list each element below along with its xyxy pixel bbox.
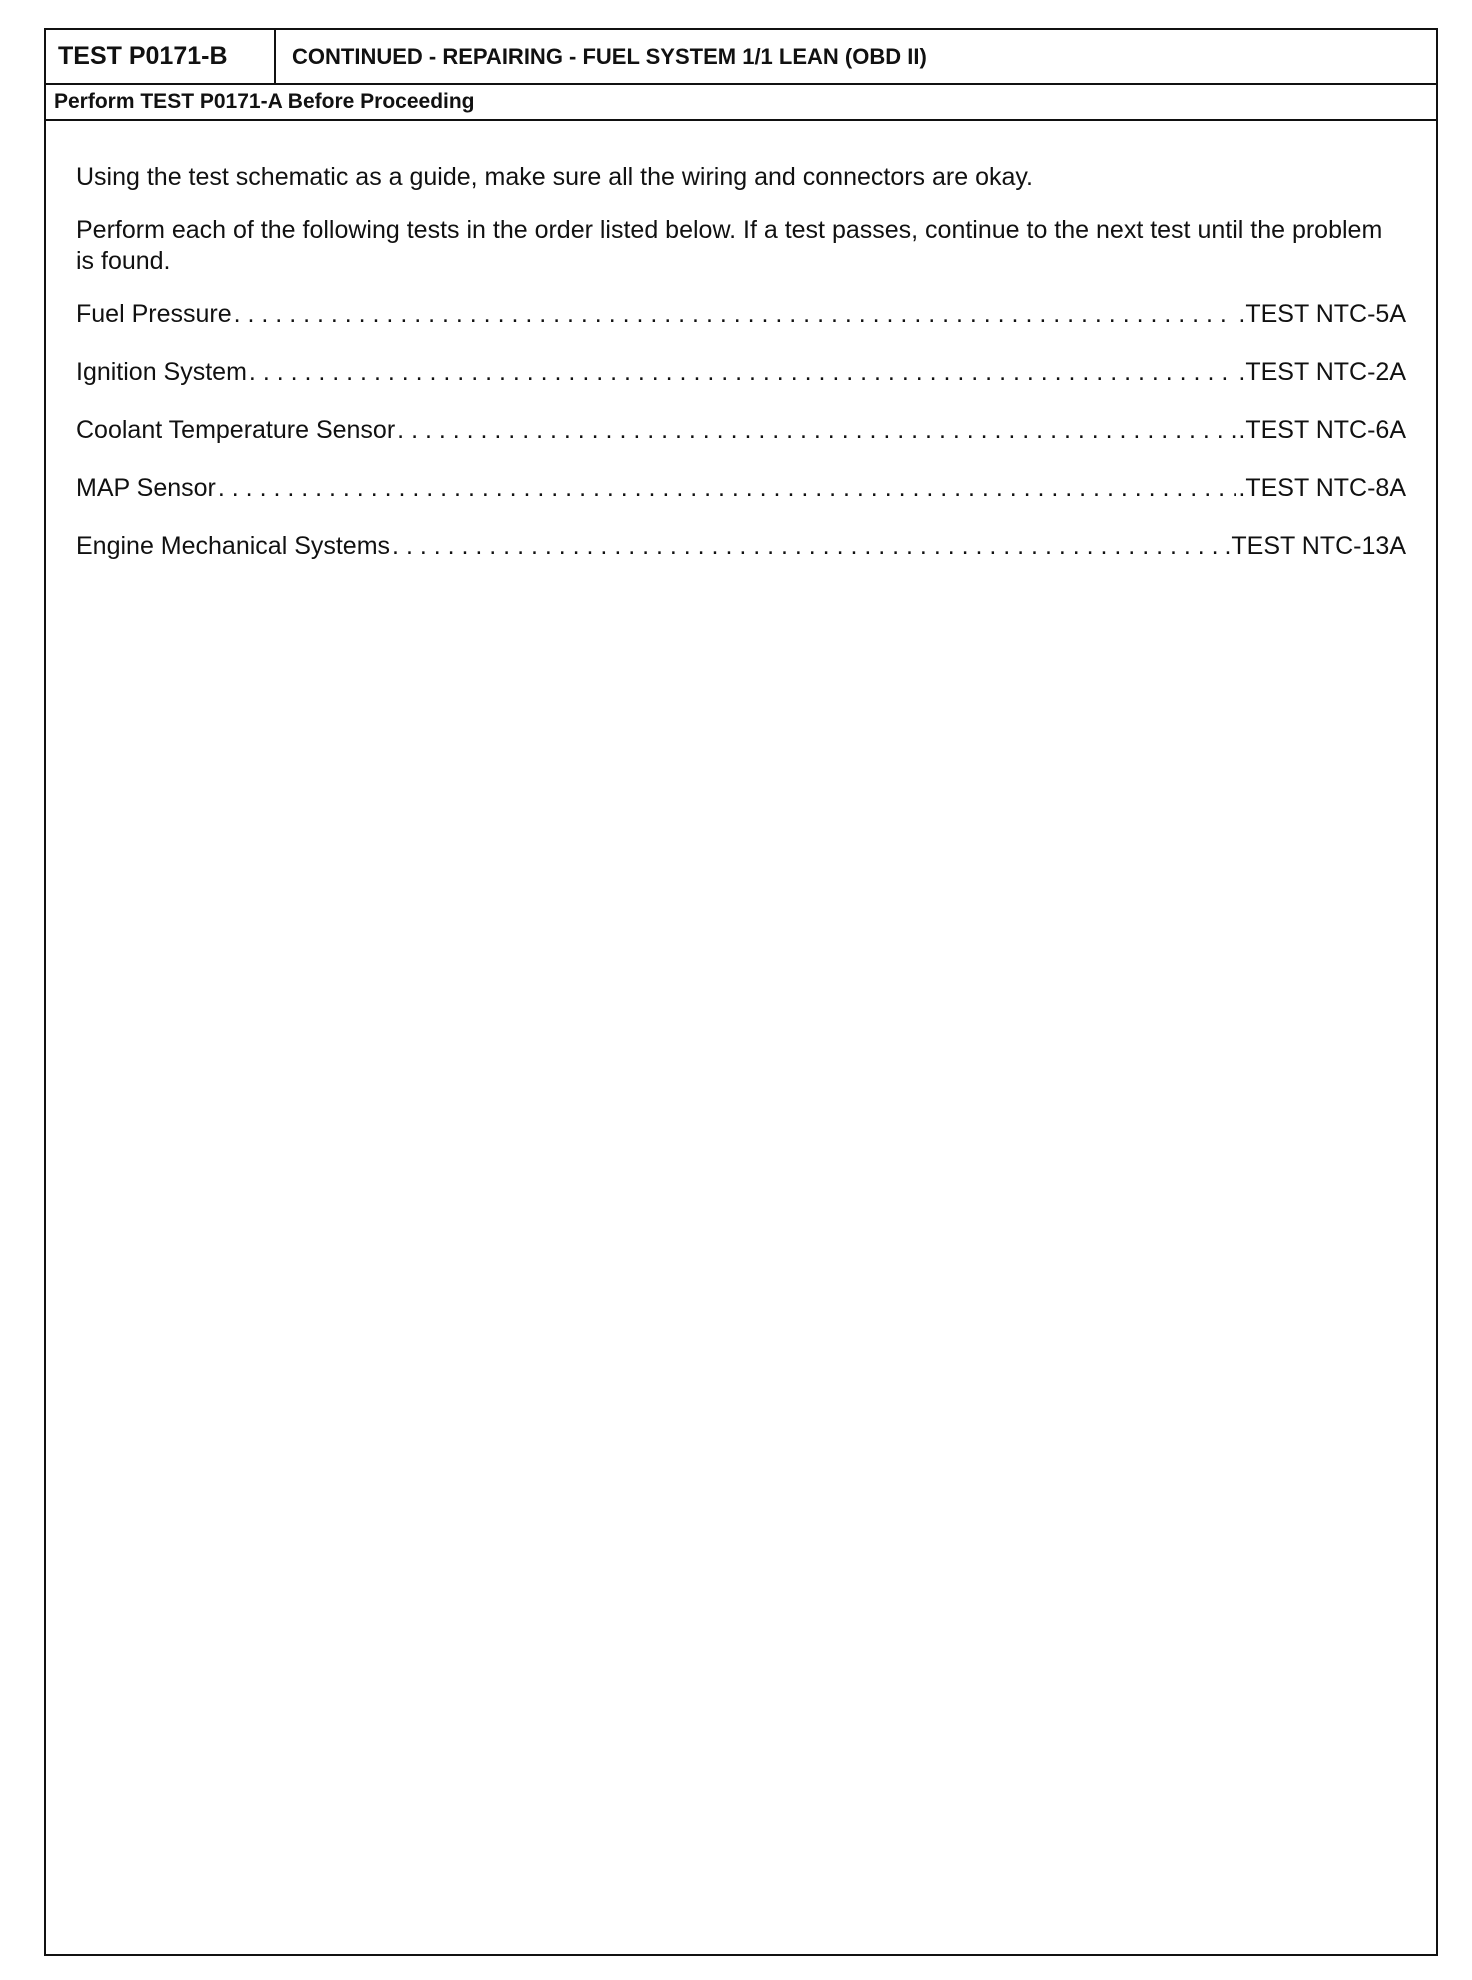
- test-label: Coolant Temperature Sensor: [76, 416, 396, 444]
- test-list-item: [76, 531, 1406, 589]
- test-reference: .TEST NTC-2A: [1238, 358, 1406, 386]
- test-order-instruction: Perform each of the following tests in the order listed below. If a test passes, continue to the next test until the problem is found.: [76, 216, 1383, 275]
- test-reference: .TEST NTC-13A: [1224, 532, 1406, 560]
- dot-leader: [234, 299, 1237, 330]
- test-list-item: [76, 473, 1406, 531]
- test-reference: .TEST NTC-6A: [1238, 416, 1406, 444]
- test-list-item: [76, 415, 1406, 473]
- test-id: TEST P0171-B: [46, 30, 276, 83]
- dot-leader: [249, 357, 1236, 388]
- test-label: Ignition System: [76, 358, 247, 386]
- test-title: CONTINUED - REPAIRING - FUEL SYSTEM 1/1 LEAN (OBD II): [292, 44, 927, 69]
- dot-leader: [392, 531, 1222, 562]
- test-list: [76, 299, 1406, 589]
- test-list-item: [76, 357, 1406, 415]
- document-body: [76, 162, 1406, 589]
- wiring-instruction: Using the test schematic as a guide, make sure all the wiring and connectors are okay.: [76, 163, 1033, 191]
- dot-leader: [218, 473, 1236, 504]
- test-label: MAP Sensor: [76, 474, 216, 502]
- prerequisite-note: Perform TEST P0171-A Before Proceeding: [46, 85, 1436, 121]
- header-row: [46, 30, 1436, 85]
- test-reference: .TEST NTC-5A: [1238, 300, 1406, 328]
- test-label: Engine Mechanical Systems: [76, 532, 391, 560]
- dot-leader: [397, 415, 1236, 446]
- test-list-item: [76, 299, 1406, 357]
- test-label: Fuel Pressure: [76, 300, 232, 328]
- document-frame: [44, 28, 1438, 1956]
- test-reference: .TEST NTC-8A: [1238, 474, 1406, 502]
